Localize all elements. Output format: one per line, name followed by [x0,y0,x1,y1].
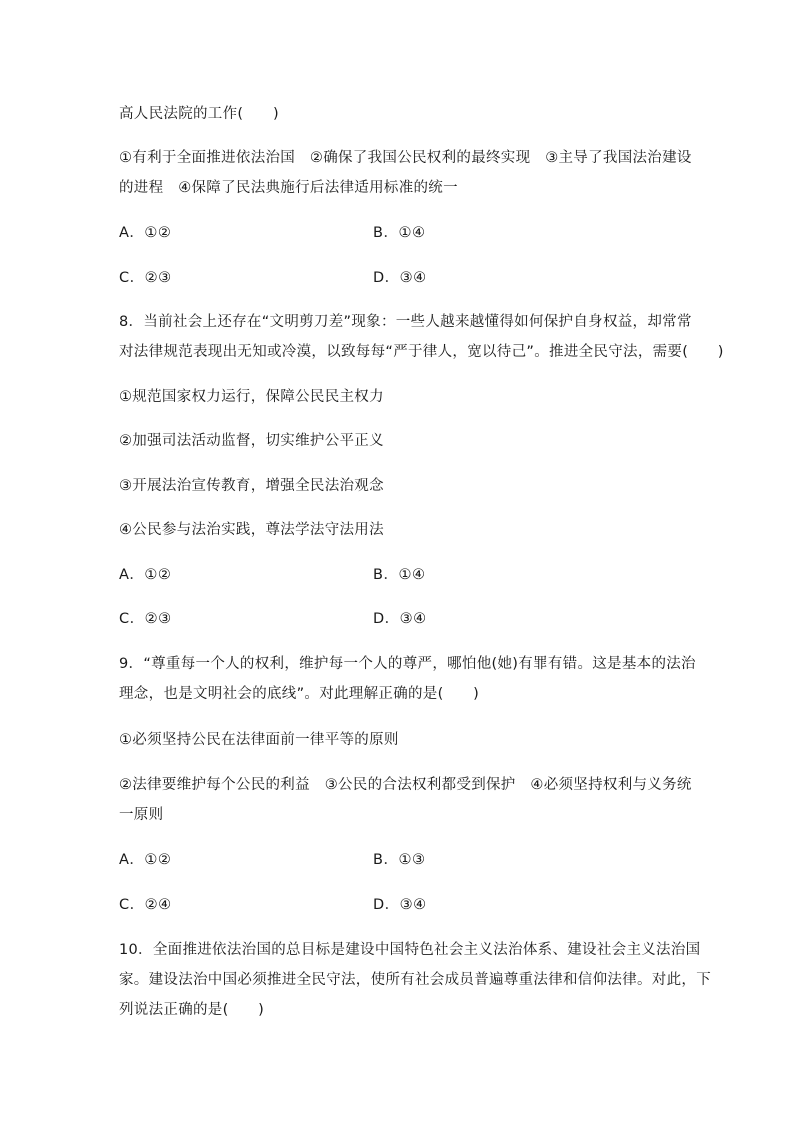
q7-stem-tail: 高人民法院的工作( ) [119,106,279,122]
q8-stem-line2: 对法律规范表现出无知或冷漠，以致每每“严于律人，宽以待己”。推进全民守法，需要( ) [119,344,724,360]
q9-stem-line1: 9．“尊重每一个人的权利，维护每一个人的尊严，哪怕他(她)有罪有错。这是基本的法治 [119,656,696,672]
q8-statement-4: ④公民参与法治实践，尊法学法守法用法 [119,522,384,538]
q9-option-d: D．③④ [373,897,427,913]
q8-statement-2: ②加强司法活动监督，切实维护公平正义 [119,433,384,449]
q10-stem-line1: 10．全面推进依法治国的总目标是建设中国特色社会主义法治体系、建设社会主义法治国 [119,942,701,958]
q9-option-c: C．②④ [119,897,172,913]
q9-option-b: B．①③ [373,852,426,868]
q8-statement-1: ①规范国家权力运行，保障公民民主权力 [119,389,384,405]
q8-option-d: D．③④ [373,611,427,627]
q10-stem-line3: 列说法正确的是( ) [119,1002,265,1018]
q8-statement-3: ③开展法治宣传教育，增强全民法治观念 [119,478,384,494]
q8-option-c: C．②③ [119,611,172,627]
q7-option-b: B．①④ [373,225,426,241]
q7-statements-line2: 的进程 ④保障了民法典施行后法律适用标准的统一 [119,180,458,196]
q9-statements-line3: 一原则 [119,807,164,823]
q8-stem-line1: 8．当前社会上还存在“文明剪刀差”现象：一些人越来越懂得如何保护自身权益，却常常 [119,314,692,330]
q7-option-a: A．①② [119,225,172,241]
q8-option-b: B．①④ [373,567,426,583]
q8-option-a: A．①② [119,567,172,583]
q10-stem-line2: 家。建设法治中国必须推进全民守法，使所有社会成员普遍尊重法律和信仰法律。对此，下 [119,972,711,988]
q7-option-d: D．③④ [373,270,427,286]
q7-statements-line1: ①有利于全面推进依法治国 ②确保了我国公民权利的最终实现 ③主导了我国法治建设 [119,150,692,166]
q9-stem-line2: 理念，也是文明社会的底线”。对此理解正确的是( ) [119,686,480,702]
q7-option-c: C．②③ [119,270,172,286]
q9-option-a: A．①② [119,852,172,868]
q9-statements-line2: ②法律要维护每个公民的利益 ③公民的合法权利都受到保护 ④必须坚持权利与义务统 [119,777,692,793]
q9-statement-1: ①必须坚持公民在法律面前一律平等的原则 [119,732,399,748]
